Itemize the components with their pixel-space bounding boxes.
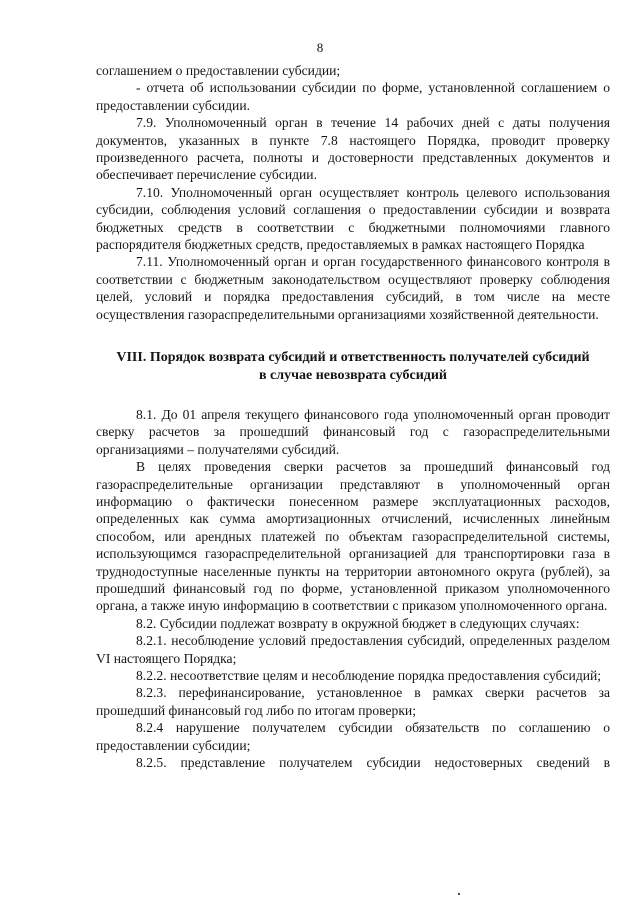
page-number: 8 bbox=[316, 40, 324, 55]
document-body bbox=[96, 62, 610, 771]
section-heading bbox=[96, 349, 610, 384]
paragraph: 8.2.3. перефинансирование, установленное в рамках сверки расчетов за прошедший финансовый год либо по итогам проверки; bbox=[96, 685, 610, 718]
paragraphs-top bbox=[96, 62, 610, 323]
paragraph: 7.9. Уполномоченный орган в течение 14 рабочих дней с даты получения документов, указанных в пункте 7.8 настоящего Порядка, проводит проверку произведенного расчета, полноты и достоверности представленных документов и обеспечивает перечисление субсидии. bbox=[96, 115, 610, 183]
paragraph: 8.2.5. представление получателем субсидии недостоверных сведений в bbox=[136, 755, 610, 771]
paragraph: 8.1. До 01 апреля текущего финансового года уполномоченный орган проводит сверку расчетов за прошедший финансовый год с газораспределительными организациями – получателями субсидий. bbox=[96, 406, 610, 457]
paragraph: соглашением о предоставлении субсидии; bbox=[96, 63, 341, 78]
paragraph: 8.2.4 нарушение получателем субсидии обязательств по соглашению о предоставлении субсидии; bbox=[96, 720, 610, 753]
paragraphs-bottom bbox=[96, 406, 610, 772]
paragraph: 8.2.1. несоблюдение условий предоставления субсидий, определенных разделом VI настоящего Порядка; bbox=[96, 633, 610, 666]
paragraph: - отчета об использовании субсидии по форме, установленной соглашением о предоставлении субсидии. bbox=[96, 80, 610, 113]
paragraph: 8.2. Субсидии подлежат возврату в окружной бюджет в следующих случаях: bbox=[136, 615, 580, 631]
paragraph: В целях проведения сверки расчетов за прошедший финансовый год газораспределительные организации представляют в уполномоченный орган информацию о фактически понесенном размере эксплуатационных расходов, определенных как сумма амортизационных отчислений, исчисленных линейным способом, или арендных платежей по объектам газораспределительной системы, использующимся газораспределительной организацией для транспортировки газа в труднодоступные населенные пункты на территории автономного округа (рублей), за прошедший финансовый год по форме, установленной приказом уполномоченного органа, а также иную информацию в соответствии с приказом уполномоченного органа. bbox=[96, 459, 610, 614]
section-heading-line-1: VIII. Порядок возврата субсидий и ответственность получателей субсидий bbox=[116, 350, 590, 366]
scan-speck bbox=[458, 893, 460, 895]
paragraph: 8.2.2. несоответствие целям и несоблюдение порядка предоставления субсидий; bbox=[136, 668, 602, 683]
paragraph: 7.10. Уполномоченный орган осуществляет контроль целевого использования субсидии, соблюдения условий соглашения о предоставлении субсидии и возврата бюджетных средств в соответствии с бюджетными полномочиями главного распорядителя бюджетных средств, предоставляемых в рамках настоящего Порядка bbox=[96, 184, 610, 253]
paragraph: 7.11. Уполномоченный орган и орган государственного финансового контроля в соответствии с бюджетным законодательством осуществляют проверку соблюдения целей, условий и порядка предоставления субсидий, в том числе на месте осуществления газораспределительными организациями хозяйственной деятельности. bbox=[96, 254, 610, 322]
section-heading-line-2: в случае невозврата субсидий bbox=[259, 367, 447, 383]
